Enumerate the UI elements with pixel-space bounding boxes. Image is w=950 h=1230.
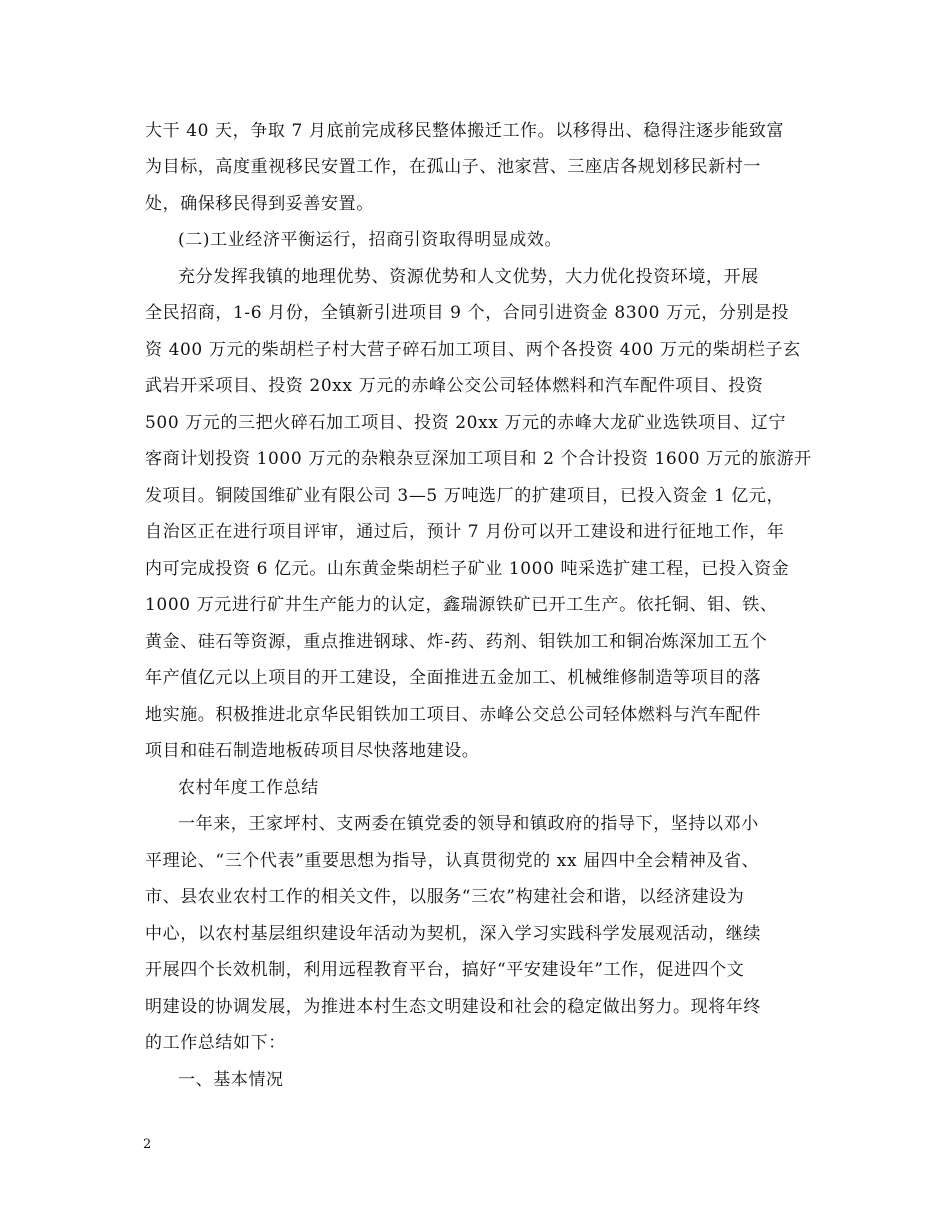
body-text-line: 一年来，王家坪村、支两委在镇党委的领导和镇政府的指导下，坚持以邓小	[178, 814, 759, 834]
body-text-line: 开展四个长效机制，利用远程教育平台，搞好“平安建设年”工作，促进四个文	[145, 960, 745, 980]
body-text-line: 内可完成投资 6 亿元。山东黄金柴胡栏子矿业 1000 吨采选扩建工程，已投入资金	[145, 559, 790, 579]
body-text-line: 资 400 万元的柴胡栏子村大营子碎石加工项目、两个各投资 400 万元的柴胡栏子玄	[145, 340, 801, 360]
body-text-line: 年产值亿元以上项目的开工建设，全面推进五金加工、机械维修制造等项目的落	[145, 668, 761, 688]
body-text-line: 500 万元的三把火碎石加工项目、投资 20xx 万元的赤峰大龙矿业选铁项目、辽宁	[145, 413, 787, 433]
section-heading: (二)工业经济平衡运行，招商引资取得明显成效。	[178, 230, 563, 250]
body-text-line: 武岩开采项目、投资 20xx 万元的赤峰公交公司轻体燃料和汽车配件项目、投资	[145, 376, 764, 396]
body-text-line: 地实施。积极推进北京华民钼铁加工项目、赤峰公交总公司轻体燃料与汽车配件	[145, 705, 761, 725]
body-text-line: 大干 40 天，争取 7 月底前完成移民整体搬迁工作。以移得出、稳得注逐步能致富	[145, 121, 785, 141]
body-text-line: 项目和硅石制造地板砖项目尽快落地建设。	[145, 741, 480, 761]
body-text-line: 为目标，高度重视移民安置工作，在孤山子、池家营、三座店各规划移民新村一	[145, 157, 761, 177]
body-text-line: 市、县农业农村工作的相关文件，以服务“三农”构建社会和谐，以经济建设为	[145, 887, 745, 907]
body-text-line: 全民招商，1-6 月份，全镇新引进项目 9 个，合同引进资金 8300 万元，分别是投	[145, 303, 790, 323]
body-text-line: 发项目。铜陵国维矿业有限公司 3—5 万吨选厂的扩建项目，已投入资金 1 亿元，	[145, 486, 785, 506]
section-title: 农村年度工作总结	[178, 778, 319, 798]
body-text-line: 中心，以农村基层组织建设年活动为契机，深入学习实践科学发展观活动，继续	[145, 924, 761, 944]
body-text-line: 平理论、“三个代表”重要思想为指导，认真贯彻党的 xx 届四中全会精神及省、	[145, 851, 760, 871]
body-text-line: 黄金、硅石等资源，重点推进钢球、炸-药、药剂、钼铁加工和铜冶炼深加工五个	[145, 632, 768, 652]
body-text-line: 客商计划投资 1000 万元的杂粮杂豆深加工项目和 2 个合计投资 1600 万元的旅游开	[145, 449, 812, 469]
body-text-line: 明建设的协调发展，为推进本村生态文明建设和社会的稳定做出努力。现将年终	[145, 997, 761, 1017]
body-text-line: 充分发挥我镇的地理优势、资源优势和人文优势，大力优化投资环境，开展	[178, 267, 759, 287]
body-text-line: 处，确保移民得到妥善安置。	[145, 194, 374, 214]
body-text-line: 1000 万元进行矿井生产能力的认定，鑫瑞源铁矿已开工生产。依托铜、钼、铁、	[145, 595, 778, 615]
page-number: 2	[143, 1137, 152, 1152]
body-text-line: 的工作总结如下：	[145, 1033, 286, 1053]
section-heading: 一、基本情况	[178, 1070, 284, 1090]
body-text-line: 自治区正在进行项目评审，通过后，预计 7 月份可以开工建设和进行征地工作，年	[145, 522, 785, 542]
